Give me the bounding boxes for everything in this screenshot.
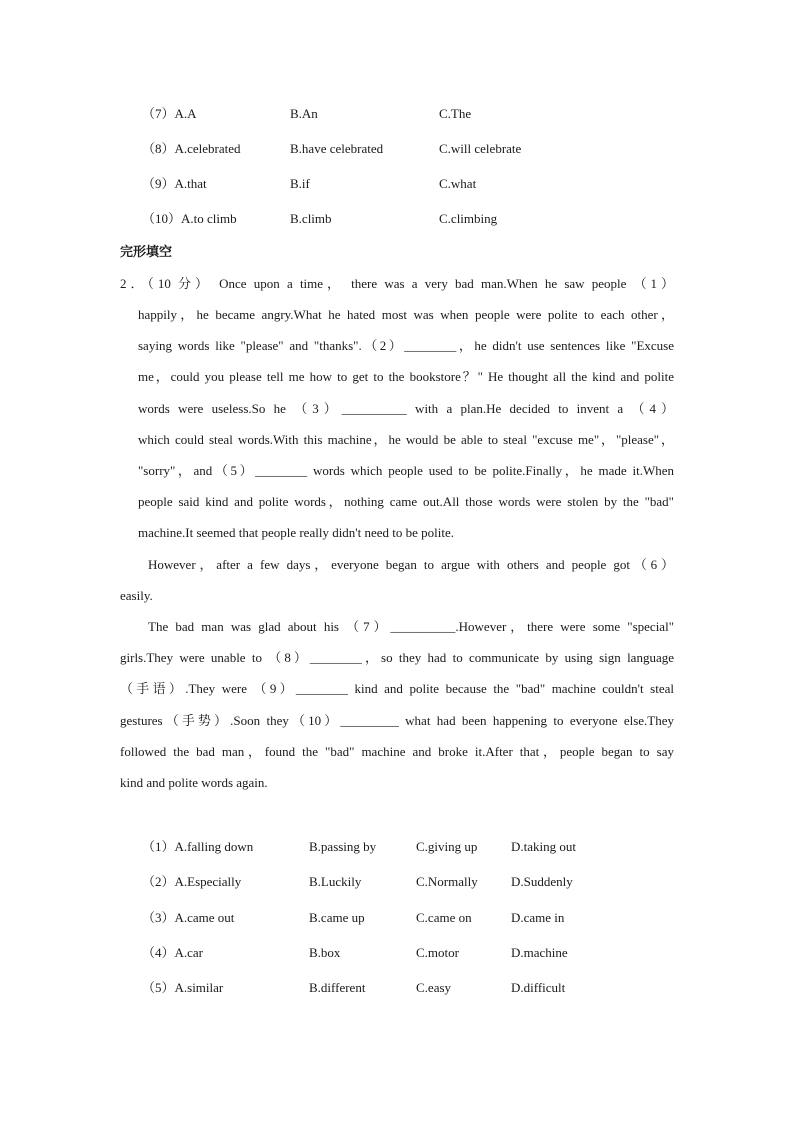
option-b: B.An — [290, 106, 318, 121]
option-d: D.came in — [511, 910, 565, 925]
passage-line: followed the bad man，found the "bad" machine and broke it.After that，people began to say — [120, 744, 674, 759]
passage-line: kind and polite words again. — [120, 775, 268, 790]
option-c: C.came on — [416, 910, 472, 925]
passage-line: saying words like "please" and "thanks".（2）________，he didn't use sentences like "Excuse — [138, 338, 674, 353]
option-d: D.difficult — [511, 980, 566, 995]
option-a: （7）A.A — [142, 106, 197, 121]
option-c: C.easy — [416, 980, 452, 995]
option-c: C.will celebrate — [439, 141, 522, 156]
passage-line: people said kind and polite words，nothing came out.All those words were stolen by the "bad" — [138, 494, 674, 509]
option-b: B.passing by — [309, 839, 377, 854]
option-d: D.machine — [511, 945, 568, 960]
section-title: 完形填空 — [120, 245, 173, 260]
passage-line: me，could you please tell me how to get to the bookstore？" He thought all the kind and polite — [138, 369, 674, 384]
option-a: （3）A.came out — [142, 910, 235, 925]
option-b: B.different — [309, 980, 366, 995]
option-a: （8）A.celebrated — [142, 141, 241, 156]
passage-line: 2．（10 分） Once upon a time， there was a very bad man.When he saw people （1） — [120, 276, 674, 291]
passage-line: However，after a few days，everyone began to argue with others and people got（6） — [148, 557, 674, 572]
passage-line: which could steal words.With this machine，he would be able to steal "excuse me"，"please"， — [138, 432, 674, 447]
option-b: B.have celebrated — [290, 141, 384, 156]
option-b: B.climb — [290, 211, 332, 226]
passage-line: gestures（手势）.Soon they（10）_________ what had been happening to everyone else.They — [120, 713, 674, 728]
option-b: B.came up — [309, 910, 365, 925]
passage-line: happily，he became angry.What he hated most was when people were polite to each other， — [138, 307, 674, 322]
option-c: C.what — [439, 176, 477, 191]
option-a: （9）A.that — [142, 176, 207, 191]
option-a: （4）A.car — [142, 945, 204, 960]
option-c: C.Normally — [416, 874, 478, 889]
option-a: （2）A.Especially — [142, 874, 242, 889]
passage-line: girls.They were unable to （8）________，so they had to communicate by using sign language — [120, 650, 674, 665]
option-c: C.motor — [416, 945, 459, 960]
passage-line: words were useless.So he （3）__________ with a plan.He decided to invent a （4） — [138, 401, 674, 416]
passage-line: easily. — [120, 588, 153, 603]
option-b: B.Luckily — [309, 874, 362, 889]
option-a: （10）A.to climb — [142, 211, 237, 226]
option-b: B.box — [309, 945, 341, 960]
option-c: C.climbing — [439, 211, 498, 226]
passage-line: （手语）.They were （9）________ kind and polite because the "bad" machine couldn't steal — [120, 681, 674, 696]
option-d: D.Suddenly — [511, 874, 573, 889]
option-a: （5）A.similar — [142, 980, 224, 995]
option-c: C.The — [439, 106, 472, 121]
passage-line: "sorry"，and（5）________ words which people used to be polite.Finally，he made it.When — [138, 463, 674, 478]
passage-line: The bad man was glad about his （7）__________.However，there were some "special" — [148, 619, 674, 634]
option-d: D.taking out — [511, 839, 576, 854]
passage-line: machine.It seemed that people really didn't need to be polite. — [138, 525, 455, 540]
option-b: B.if — [290, 176, 310, 191]
option-c: C.giving up — [416, 839, 478, 854]
option-a: （1）A.falling down — [142, 839, 254, 854]
